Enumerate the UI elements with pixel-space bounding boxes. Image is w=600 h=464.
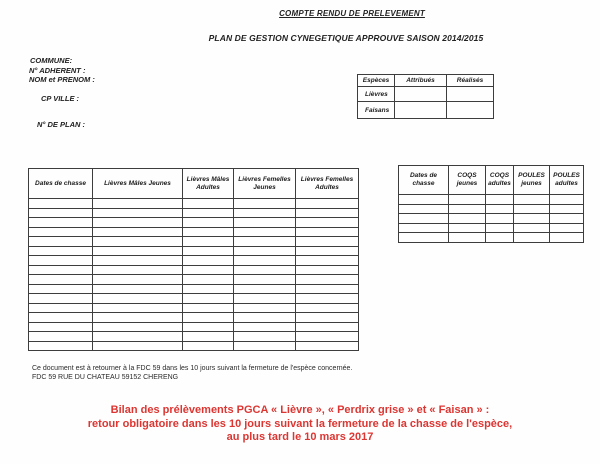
empty-row — [29, 218, 359, 228]
lievres-femelles-jeunes-header: Lièvres Femelles Jeunes — [234, 169, 296, 199]
empty-cell — [486, 233, 514, 243]
empty-cell — [183, 332, 234, 342]
empty-cell — [514, 214, 550, 224]
empty-cell — [514, 195, 550, 205]
realises-column-header: Réalisés — [447, 75, 494, 87]
empty-cell — [93, 246, 183, 256]
empty-cell — [29, 313, 93, 323]
empty-cell — [486, 204, 514, 214]
lievres-summary-row — [358, 87, 494, 102]
empty-cell — [296, 284, 359, 294]
especes-column-header: Espèces — [358, 75, 395, 87]
empty-cell — [296, 322, 359, 332]
empty-row — [29, 294, 359, 304]
poules-jeunes-header: POULES jeunes — [514, 166, 550, 195]
empty-cell — [296, 313, 359, 323]
empty-cell — [29, 237, 93, 247]
empty-cell — [234, 208, 296, 218]
empty-cell — [234, 303, 296, 313]
empty-row — [29, 313, 359, 323]
empty-row — [29, 303, 359, 313]
empty-cell — [550, 223, 584, 233]
empty-cell — [183, 199, 234, 209]
species-summary-header-row — [358, 75, 494, 87]
empty-cell — [234, 227, 296, 237]
empty-cell — [486, 214, 514, 224]
empty-cell — [93, 256, 183, 266]
empty-cell — [93, 199, 183, 209]
cp-ville-label: CP VILLE : — [41, 94, 80, 103]
empty-cell — [93, 303, 183, 313]
empty-cell — [550, 233, 584, 243]
lievres-harvest-table — [28, 168, 359, 351]
empty-cell — [486, 195, 514, 205]
empty-cell — [29, 199, 93, 209]
empty-cell — [514, 223, 550, 233]
empty-cell — [296, 265, 359, 275]
empty-cell — [514, 204, 550, 214]
empty-cell — [93, 275, 183, 285]
empty-row — [29, 208, 359, 218]
empty-cell — [183, 313, 234, 323]
empty-cell — [183, 237, 234, 247]
empty-cell — [296, 218, 359, 228]
lievres-table-header-row — [29, 169, 359, 199]
empty-cell — [550, 204, 584, 214]
empty-cell — [449, 214, 486, 224]
empty-cell — [399, 214, 449, 224]
empty-cell — [296, 199, 359, 209]
faisans-table-header-row — [399, 166, 584, 195]
empty-cell — [449, 223, 486, 233]
empty-cell — [29, 208, 93, 218]
empty-cell — [93, 284, 183, 294]
empty-cell — [234, 275, 296, 285]
empty-cell — [296, 208, 359, 218]
empty-row — [399, 223, 584, 233]
faisans-summary-row — [358, 102, 494, 119]
empty-cell — [29, 256, 93, 266]
empty-cell — [29, 284, 93, 294]
empty-cell — [399, 195, 449, 205]
empty-cell — [183, 294, 234, 304]
realises-cell — [447, 102, 494, 119]
empty-cell — [296, 332, 359, 342]
numero-plan-label: N° DE PLAN : — [37, 120, 85, 129]
deadline-notice — [0, 404, 600, 445]
empty-cell — [183, 208, 234, 218]
nom-prenom-label: NOM et PRENOM : — [29, 75, 95, 84]
empty-cell — [399, 233, 449, 243]
empty-cell — [234, 294, 296, 304]
empty-cell — [234, 237, 296, 247]
commune-label: COMMUNE: — [30, 56, 73, 65]
empty-cell — [296, 256, 359, 266]
empty-cell — [183, 218, 234, 228]
empty-row — [29, 237, 359, 247]
empty-cell — [514, 233, 550, 243]
poules-adultes-header: POULES adultes — [550, 166, 584, 195]
empty-cell — [93, 265, 183, 275]
empty-cell — [296, 227, 359, 237]
empty-cell — [183, 284, 234, 294]
empty-cell — [93, 227, 183, 237]
species-label: Lièvres — [358, 87, 395, 102]
empty-cell — [183, 256, 234, 266]
empty-cell — [234, 256, 296, 266]
empty-row — [29, 199, 359, 209]
lievres-males-jeunes-header: Lièvres Mâles Jeunes — [93, 169, 183, 199]
empty-cell — [183, 303, 234, 313]
empty-cell — [399, 204, 449, 214]
empty-cell — [93, 332, 183, 342]
empty-row — [29, 341, 359, 351]
empty-cell — [29, 332, 93, 342]
empty-row — [29, 265, 359, 275]
attribues-column-header: Attribués — [395, 75, 447, 87]
empty-row — [399, 195, 584, 205]
empty-cell — [29, 294, 93, 304]
empty-cell — [296, 303, 359, 313]
empty-row — [399, 214, 584, 224]
empty-cell — [296, 246, 359, 256]
empty-cell — [399, 223, 449, 233]
empty-cell — [296, 294, 359, 304]
empty-cell — [183, 227, 234, 237]
deadline-notice-line3: au plus tard le 10 mars 2017 — [226, 431, 374, 443]
empty-cell — [93, 294, 183, 304]
empty-cell — [29, 275, 93, 285]
empty-row — [399, 204, 584, 214]
document-title: COMPTE RENDU DE PRELEVEMENT — [279, 9, 425, 18]
empty-row — [29, 246, 359, 256]
empty-cell — [550, 214, 584, 224]
empty-cell — [486, 223, 514, 233]
empty-cell — [29, 265, 93, 275]
empty-cell — [93, 322, 183, 332]
empty-cell — [296, 275, 359, 285]
empty-cell — [93, 208, 183, 218]
empty-cell — [93, 218, 183, 228]
empty-cell — [234, 332, 296, 342]
return-address-line: FDC 59 RUE DU CHATEAU 59152 CHERENG — [32, 373, 179, 381]
return-instructions — [32, 365, 452, 382]
deadline-notice-line2: retour obligatoire dans les 10 jours suivant la fermeture de la chasse de l'espèce, — [87, 417, 513, 430]
empty-cell — [183, 265, 234, 275]
empty-cell — [234, 265, 296, 275]
empty-cell — [234, 199, 296, 209]
numero-adherent-label: N° ADHERENT : — [29, 66, 86, 75]
empty-cell — [234, 218, 296, 228]
species-label: Faisans — [358, 102, 395, 119]
attribues-cell — [395, 102, 447, 119]
empty-row — [29, 284, 359, 294]
empty-cell — [550, 195, 584, 205]
empty-cell — [29, 322, 93, 332]
faisans-harvest-table — [398, 165, 584, 243]
empty-cell — [234, 246, 296, 256]
empty-row — [29, 332, 359, 342]
empty-cell — [183, 322, 234, 332]
empty-cell — [93, 313, 183, 323]
dates-de-chasse-header: Dates de chasse — [29, 169, 93, 199]
empty-row — [29, 227, 359, 237]
empty-row — [29, 256, 359, 266]
empty-cell — [29, 303, 93, 313]
empty-cell — [296, 237, 359, 247]
empty-cell — [29, 227, 93, 237]
document-subtitle: PLAN DE GESTION CYNEGETIQUE APPROUVE SAISON 2014/2015 — [208, 33, 484, 43]
species-summary-table — [357, 74, 494, 119]
coqs-jeunes-header: COQS jeunes — [449, 166, 486, 195]
empty-cell — [449, 233, 486, 243]
empty-cell — [183, 275, 234, 285]
empty-cell — [29, 218, 93, 228]
realises-cell — [447, 87, 494, 102]
return-instructions-line1: Ce document est à retourner à la FDC 59 dans les 10 jours suivant la fermeture de l'espèce concernée. — [32, 365, 353, 372]
empty-row — [29, 275, 359, 285]
empty-row — [399, 233, 584, 243]
empty-cell — [93, 237, 183, 247]
empty-cell — [29, 341, 93, 351]
empty-cell — [234, 313, 296, 323]
coqs-adultes-header: COQS adultes — [486, 166, 514, 195]
empty-cell — [183, 246, 234, 256]
empty-row — [29, 322, 359, 332]
lievres-males-adultes-header: Lièvres Mâles Adultes — [183, 169, 234, 199]
empty-cell — [29, 246, 93, 256]
empty-cell — [234, 341, 296, 351]
deadline-notice-line1: Bilan des prélèvements PGCA « Lièvre », « Perdrix grise » et « Faisan » : — [110, 404, 490, 416]
empty-cell — [183, 341, 234, 351]
dates-de-chasse-header: Dates de chasse — [399, 166, 449, 195]
empty-cell — [234, 284, 296, 294]
empty-cell — [93, 341, 183, 351]
lievres-femelles-adultes-header: Lièvres Femelles Adultes — [296, 169, 359, 199]
attribues-cell — [395, 87, 447, 102]
empty-cell — [449, 195, 486, 205]
empty-cell — [296, 341, 359, 351]
empty-cell — [449, 204, 486, 214]
empty-cell — [234, 322, 296, 332]
